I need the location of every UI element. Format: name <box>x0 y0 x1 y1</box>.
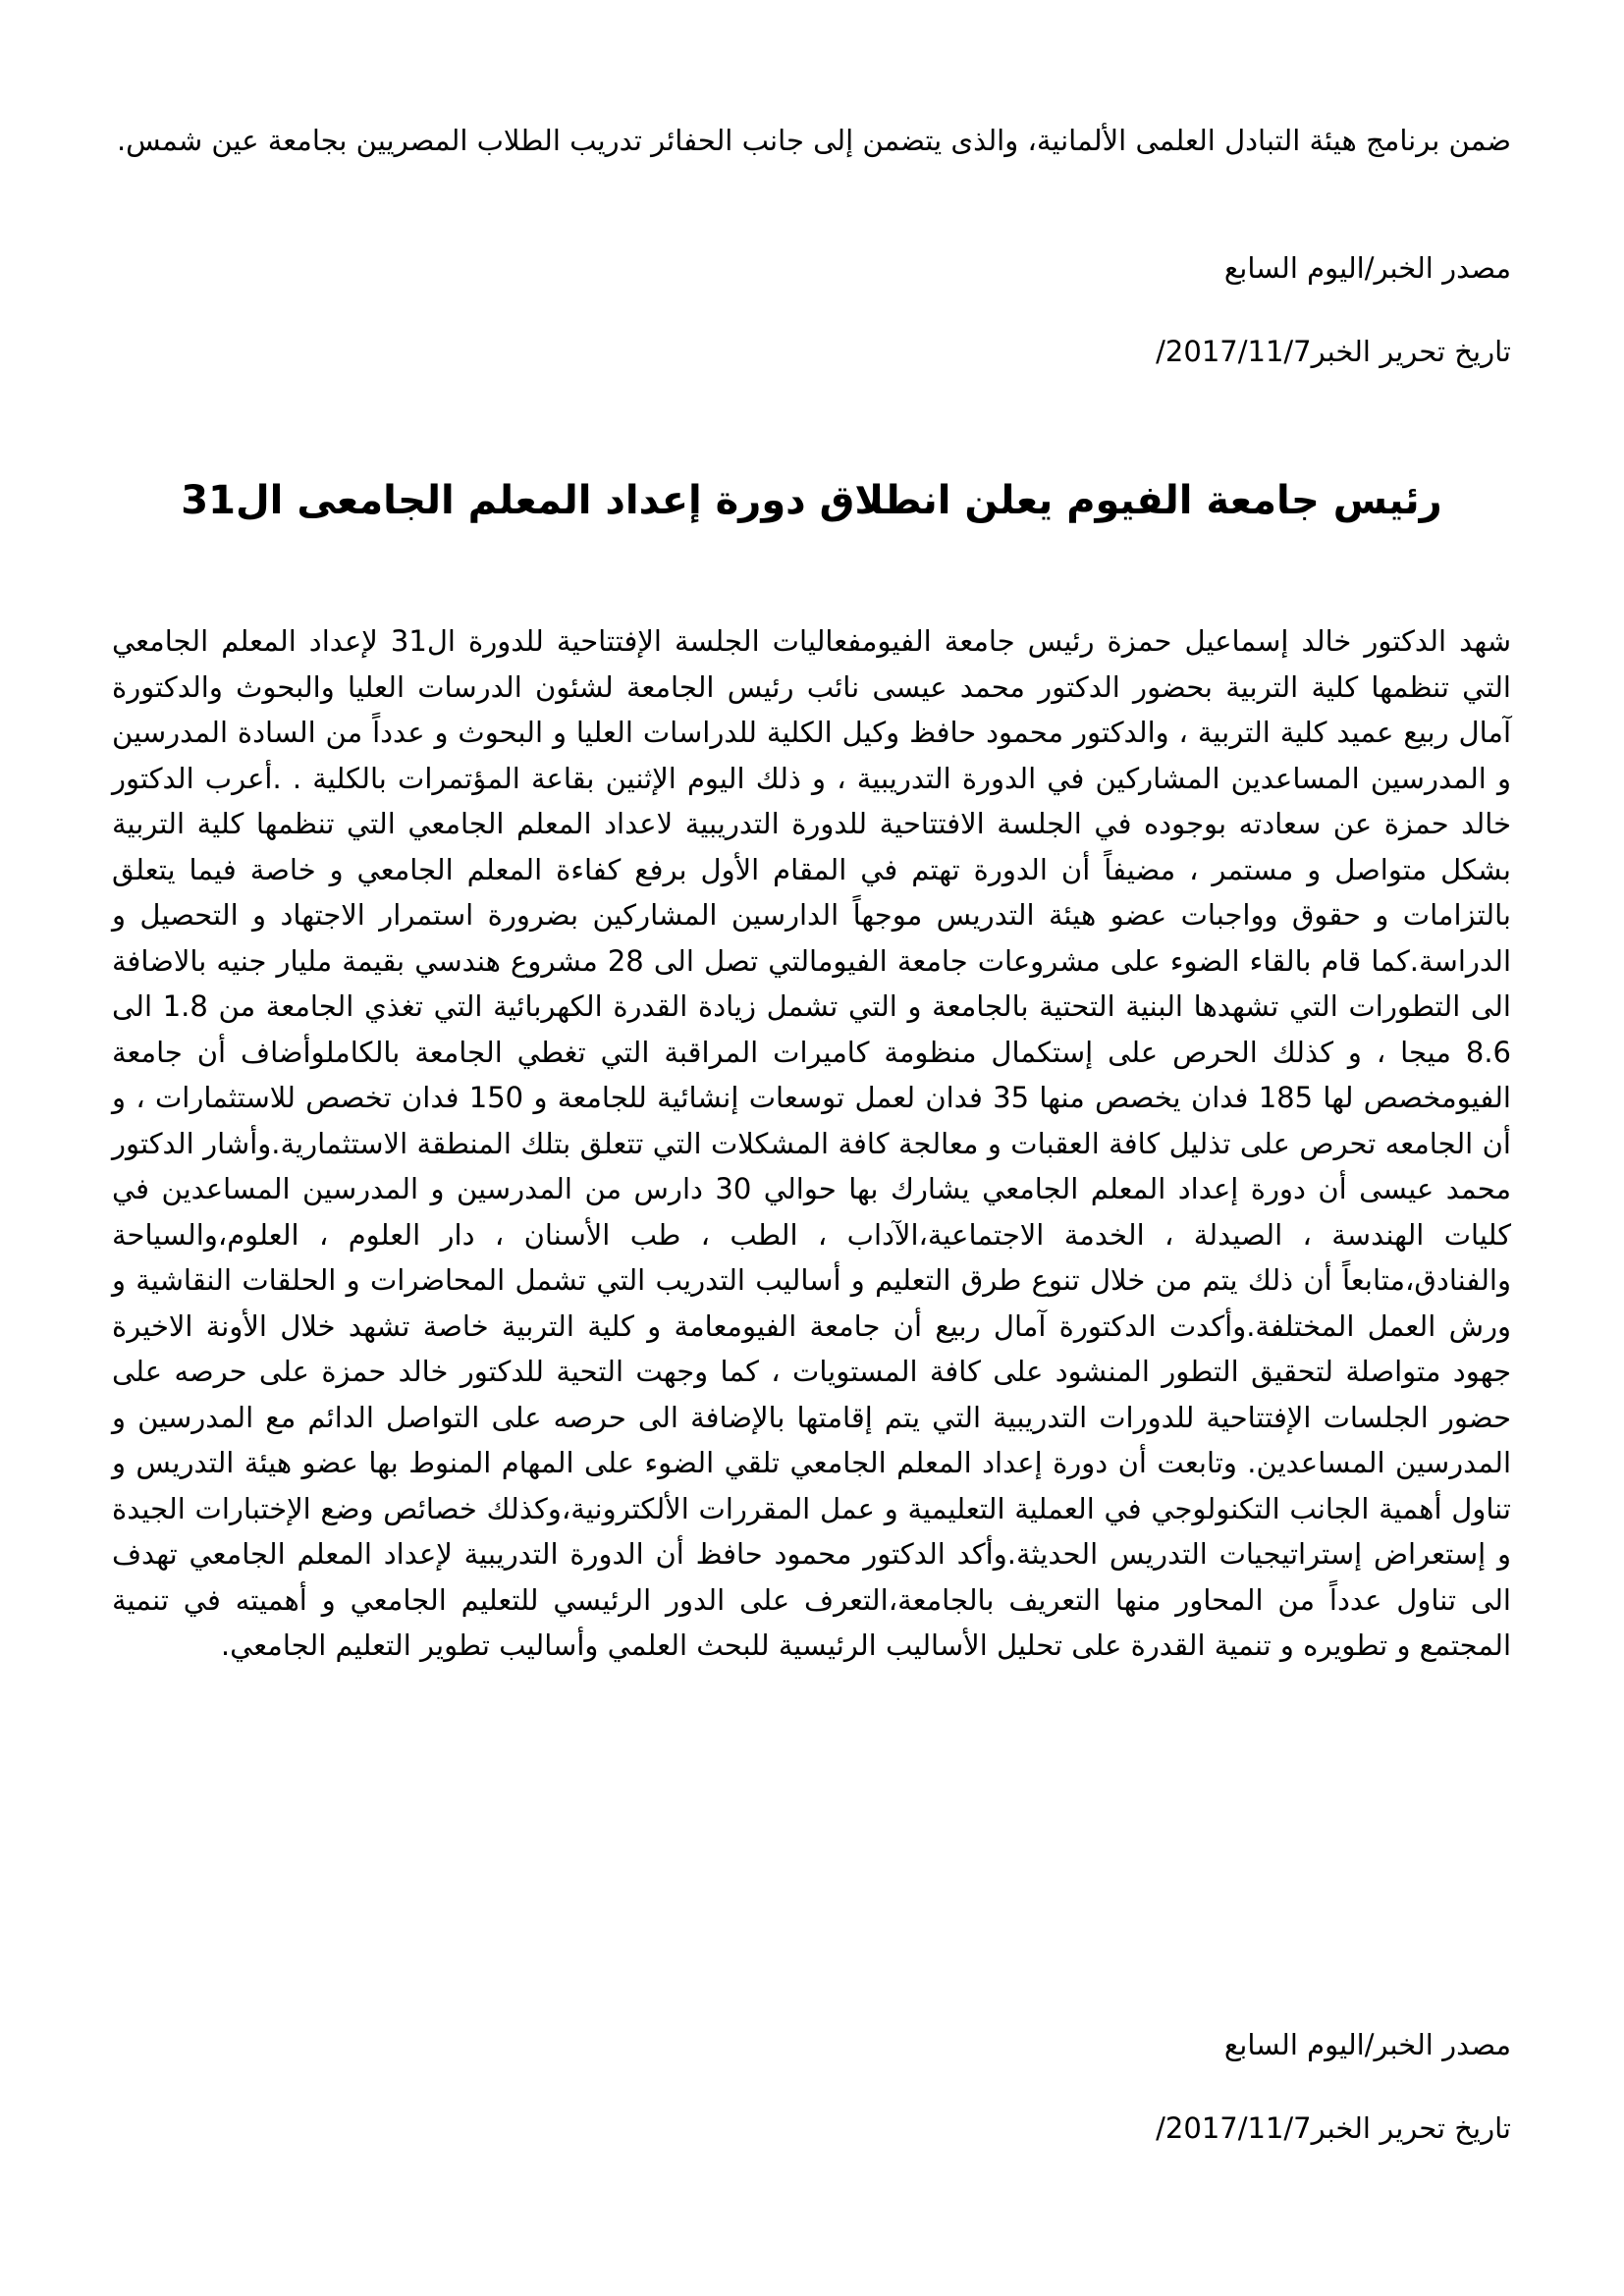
news-date-line: تاريخ تحرير الخبر2017/11/7/ <box>1156 335 1511 368</box>
news-date-line-2: تاريخ تحرير الخبر2017/11/7/ <box>1156 2111 1511 2145</box>
news-source-line-2: مصدر الخبر/اليوم السابع <box>1223 2028 1511 2061</box>
article-body: شهد الدكتور خالد إسماعيل حمزة رئيس جامعة الفيومفعاليات الجلسة الإفتتاحية للدورة ال31 لإعداد المعلم الجامعي التي تنظمها كلية التربية بحضور الدكتور محمد عيسى نائب رئيس الجامعة لشئون الدرسات العليا والبحوث والدكتورة آمال ربيع عميد كلية التربية ، والدكتور محمود حافظ وكيل الكلية للدراسات العليا و البحوث و عدداً من السادة المدرسين و المدرسين المساعدين المشاركين في الدورة التدريبية ، و ذلك اليوم الإثنين بقاعة المؤتمرات بالكلية . .أعرب الدكتور خالد حمزة عن سعادته بوجوده في الجلسة الافتتاحية للدورة التدريبية لاعداد المعلم الجامعي التي تنظمها كلية التربية بشكل متواصل و مستمر ، مضيفاً أن الدورة تهتم في المقام الأول برفع كفاءة المعلم الجامعي و خاصة فيما يتعلق بالتزامات و حقوق وواجبات عضو هيئة التدريس موجهاً الدارسين المشاركين بضرورة استمرار الاجتهاد و التحصيل و الدراسة.كما قام بالقاء الضوء على مشروعات جامعة الفيومالتي تصل الى 28 مشروع هندسي بقيمة مليار جنيه بالاضافة الى التطورات التي تشهدها البنية التحتية بالجامعة و التي تشمل زيادة القدرة الكهربائية التي تغذي الجامعة من 1.8 الى 8.6 ميجا ، و كذلك الحرص على إستكمال منظومة كاميرات المراقبة التي تغطي الجامعة بالكاملوأضاف أن جامعة الفيومخصص لها 185 فدان يخصص منها 35 فدان لعمل توسعات إنشائية للجامعة و 150 فدان تخصص للاستثمارات ، و أن الجامعه تحرص على تذليل كافة العقبات و معالجة كافة المشكلات التي تتعلق بتلك المنطقة الاستثمارية.وأشار الدكتور محمد عيسى أن دورة إعداد المعلم الجامعي يشارك بها حوالي 30 دارس من المدرسين و المدرسين المساعدين في كليات الهندسة ، الصيدلة ، الخدمة الاجتماعية،الآداب ، الطب ، طب الأسنان ، دار العلوم ، العلوم،والسياحة والفنادق،متابعاً أن ذلك يتم من خلال تنوع طرق التعليم و أساليب التدريب التي تشمل المحاضرات و الحلقات النقاشية و ورش العمل المختلفة.وأكدت الدكتورة آمال ربيع أن جامعة الفيومعامة و كلية التربية خاصة تشهد خلال الأونة الاخيرة جهود متواصلة لتحقيق التطور المنشود على كافة المستويات ، كما وجهت التحية للدكتور خالد حمزة على حرصه على حضور الجلسات الإفتتاحية للدورات التدريبية التي يتم إقامتها بالإضافة الى حرصه على التواصل الدائم مع المدرسين و المدرسين المساعدين. وتابعت أن دورة إعداد المعلم الجامعي تلقي الضوء على المهام المنوط بها عضو هيئة التدريس و تناول أهمية الجانب التكنولوجي في العملية التعليمية و عمل المقررات الألكترونية،وكذلك خصائص وضع الإختبارات الجيدة و إستعراض إستراتيجيات التدريس الحديثة.وأكد الدكتور محمود حافظ أن الدورة التدريبية لإعداد المعلم الجامعي تهدف الى تناول عدداً من المحاور منها التعريف بالجامعة،التعرف على الدور الرئيسي للتعليم الجامعي و أهميته في تنمية المجتمع و تطويره و تنمية القدرة على تحليل الأساليب الرئيسية للبحث العلمي وأساليب تطوير التعليم الجامعي. <box>112 624 1511 1662</box>
intro-paragraph: ضمن برنامج هيئة التبادل العلمى الألمانية، والذى يتضمن إلى جانب الحفائر تدريب الطلاب المصريين بجامعة عين شمس. <box>116 124 1511 157</box>
news-source-line: مصدر الخبر/اليوم السابع <box>1223 251 1511 285</box>
article-headline: رئيس جامعة الفيوم يعلن انطلاق دورة إعداد المعلم الجامعى ال31 <box>181 478 1442 523</box>
